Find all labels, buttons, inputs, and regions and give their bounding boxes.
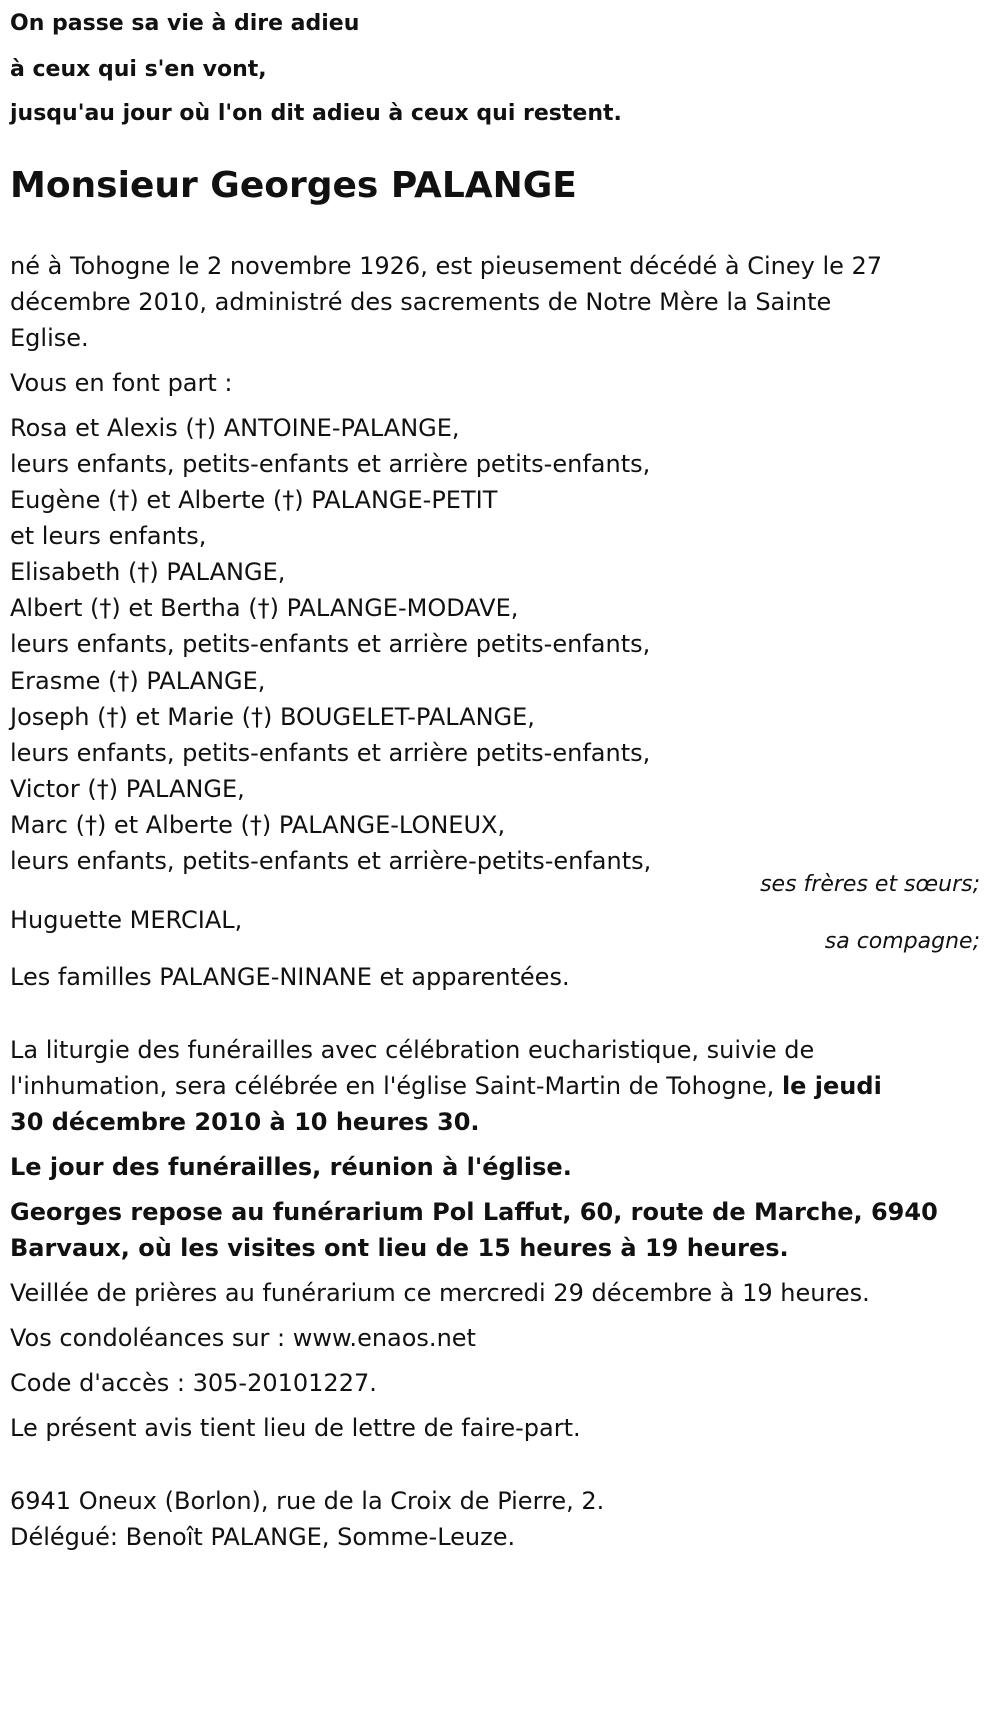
companion-label: sa compagne; xyxy=(824,929,980,954)
family-line: Albert (†) et Bertha (†) PALANGE-MODAVE, xyxy=(10,594,519,622)
delegate-line: Délégué: Benoît PALANGE, Somme-Leuze. xyxy=(10,1523,516,1551)
announce-text: Vous en font part : xyxy=(10,369,233,397)
epigraph-line-2: à ceux qui s'en vont, xyxy=(10,57,267,82)
family-line: Victor (†) PALANGE, xyxy=(10,775,245,803)
funeral-line-2-regular: l'inhumation, sera célébrée en l'église Saint-Martin de Tohogne, xyxy=(10,1072,782,1100)
family-line: Eugène (†) et Alberte (†) PALANGE-PETIT xyxy=(10,486,498,514)
funeral-line-1: La liturgie des funérailles avec célébration eucharistique, suivie de xyxy=(10,1036,815,1064)
family-line: Joseph (†) et Marie (†) BOUGELET-PALANGE, xyxy=(10,703,535,731)
vigil-line: Veillée de prières au funérarium ce mercredi 29 décembre à 19 heures. xyxy=(10,1279,870,1307)
epigraph-line-1: On passe sa vie à dire adieu xyxy=(10,11,360,36)
funeral-date-lead: le jeudi xyxy=(781,1072,882,1100)
epigraph-line-3: jusqu'au jour où l'on dit adieu à ceux qui restent. xyxy=(10,101,622,126)
family-line: leurs enfants, petits-enfants et arrière-petits-enfants, xyxy=(10,847,652,875)
siblings-label: ses frères et sœurs; xyxy=(760,872,980,897)
condolences-line: Vos condoléances sur : www.enaos.net xyxy=(10,1324,476,1352)
address-line: 6941 Oneux (Borlon), rue de la Croix de Pierre, 2. xyxy=(10,1487,605,1515)
companion-name: Huguette MERCIAL, xyxy=(10,906,243,934)
family-line: Marc (†) et Alberte (†) PALANGE-LONEUX, xyxy=(10,811,506,839)
family-line: leurs enfants, petits-enfants et arrière petits-enfants, xyxy=(10,450,651,478)
family-line: leurs enfants, petits-enfants et arrière petits-enfants, xyxy=(10,739,651,767)
family-line: leurs enfants, petits-enfants et arrière petits-enfants, xyxy=(10,630,651,658)
funeral-line-2 xyxy=(10,1071,882,1101)
families-line: Les familles PALANGE-NINANE et apparentées. xyxy=(10,963,570,991)
deceased-name: Monsieur Georges PALANGE xyxy=(10,165,577,206)
intro-line-3: Eglise. xyxy=(10,324,89,352)
family-line: Rosa et Alexis (†) ANTOINE-PALANGE, xyxy=(10,414,460,442)
notice-line: Le présent avis tient lieu de lettre de faire-part. xyxy=(10,1414,581,1442)
access-code-line: Code d'accès : 305-20101227. xyxy=(10,1369,377,1397)
intro-line-2: décembre 2010, administré des sacrements de Notre Mère la Sainte xyxy=(10,288,832,316)
funerarium-line-2: Barvaux, où les visites ont lieu de 15 heures à 19 heures. xyxy=(10,1234,789,1262)
family-line: et leurs enfants, xyxy=(10,522,207,550)
intro-line-1: né à Tohogne le 2 novembre 1926, est pieusement décédé à Ciney le 27 xyxy=(10,252,883,280)
funeral-date-time: 30 décembre 2010 à 10 heures 30. xyxy=(10,1108,480,1136)
family-line: Elisabeth (†) PALANGE, xyxy=(10,558,286,586)
funerarium-line-1: Georges repose au funérarium Pol Laffut, 60, route de Marche, 6940 xyxy=(10,1198,938,1226)
family-line: Erasme (†) PALANGE, xyxy=(10,667,266,695)
funeral-meeting: Le jour des funérailles, réunion à l'église. xyxy=(10,1153,572,1181)
